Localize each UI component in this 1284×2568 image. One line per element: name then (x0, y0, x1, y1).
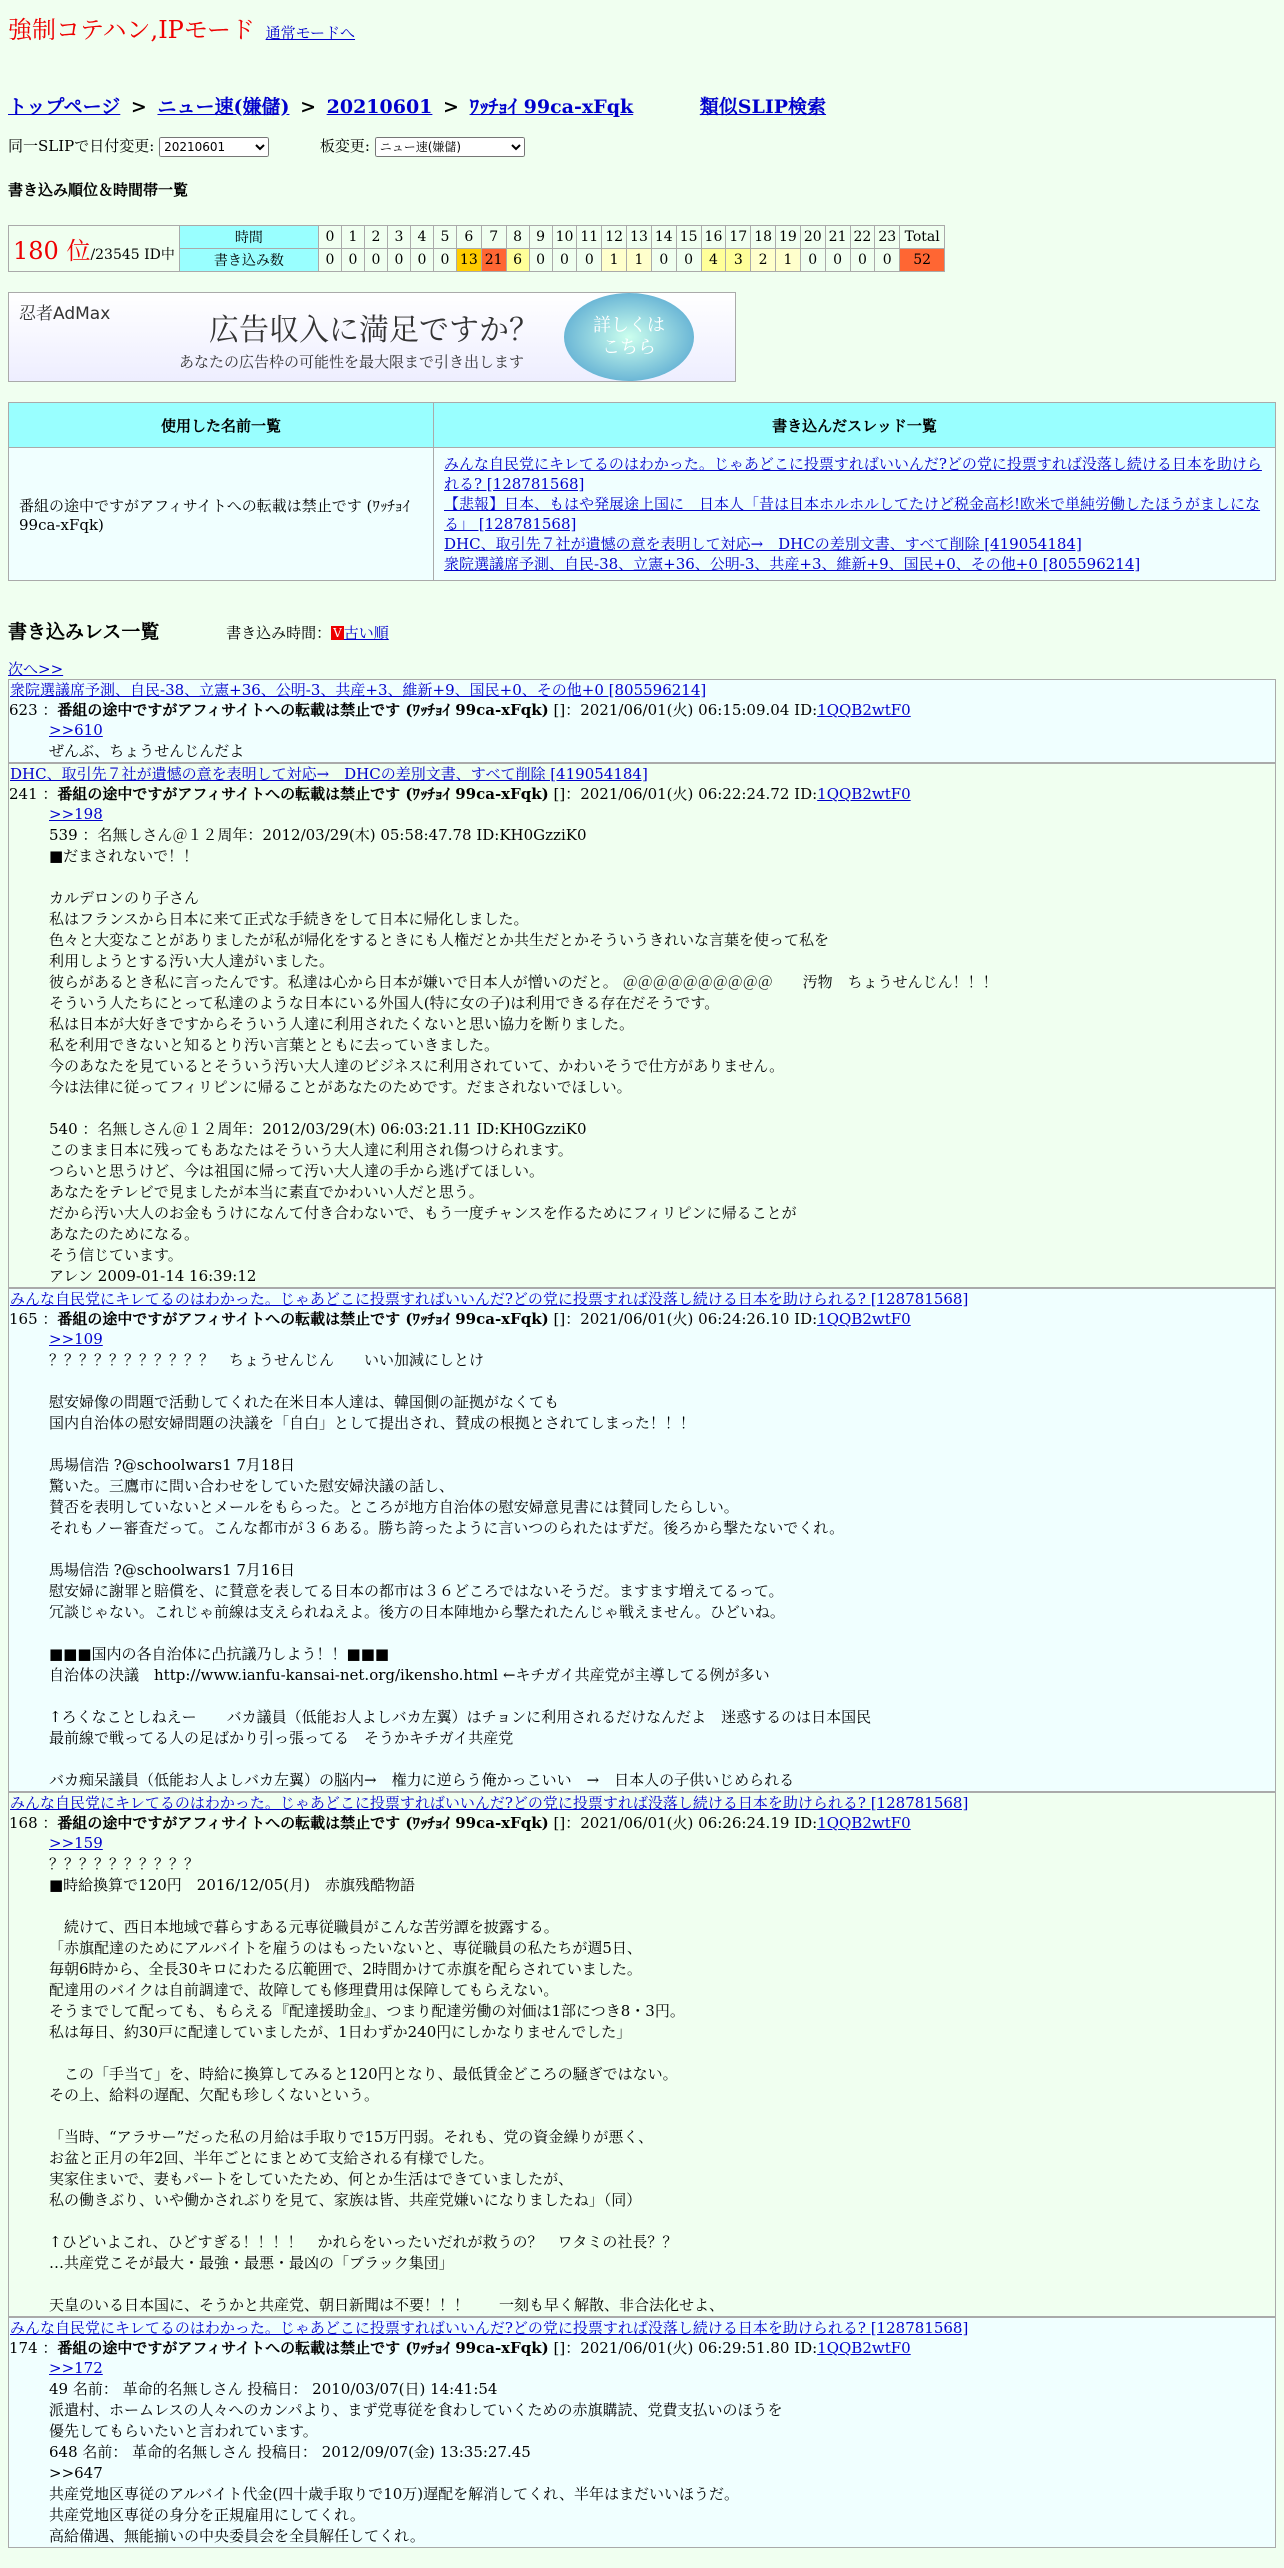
post (8, 763, 1276, 1288)
similar-slip-link[interactable]: 類似SLIP検索 (699, 96, 827, 118)
poster-name: 番組の途中ですがアフィサイトへの転載は禁止です (ﾜｯﾁｮｲ 99ca-xFqk) (57, 2339, 549, 2357)
poster-id-link[interactable]: 1QQB2wtF0 (817, 1814, 911, 1832)
ad-details-button[interactable]: 詳しくは こちら (564, 293, 694, 381)
hour-cell: 8 (506, 226, 529, 249)
ad-subtitle: あなたの広告枠の可能性を最大限まで引き出します (179, 353, 525, 371)
sort-oldest-link[interactable]: 古い順 (343, 624, 389, 642)
hour-cell: 4 (410, 226, 433, 249)
responses-title: 書き込みレス一覧 書き込み時間： V 古い順 (8, 621, 389, 643)
rank-total: /23545 ID中 (90, 247, 175, 263)
ad-title: 広告収入に満足ですか？ (209, 313, 539, 348)
count-cell: 0 (433, 249, 456, 272)
date-select[interactable] (159, 137, 269, 157)
poster-id-link[interactable]: 1QQB2wtF0 (817, 2339, 911, 2357)
reply-anchor[interactable]: >>610 (49, 721, 103, 739)
post-thread-link[interactable]: 衆院選議席予測、自民-38、立憲+36、公明-3、共産+3、維新+9、国民+0、その他+0 [805596214] (10, 681, 707, 699)
hour-cell: 14 (651, 226, 676, 249)
hour-cell: 12 (602, 226, 627, 249)
rank-value: 180 位 (13, 237, 91, 265)
thread-link[interactable]: 【悲報】日本、もはや発展途上国に 日本人「昔は日本ホルホルしてたけど税金高杉!欧米で単純労働したほうがましになる」 [128781568] (444, 495, 1261, 533)
poster-id-link[interactable]: 1QQB2wtF0 (817, 701, 911, 719)
ad-banner[interactable] (8, 292, 736, 382)
hour-cell: 1 (341, 226, 364, 249)
names-header: 使用した名前一覧 (9, 403, 434, 448)
count-cell: 0 (577, 249, 602, 272)
hour-cell: 7 (481, 226, 506, 249)
count-cell: 21 (481, 249, 506, 272)
post-thread-link[interactable]: みんな自民党にキレてるのはわかった。じゃあどこに投票すればいいんだ?どの党に投票すれば没落し続ける日本を助けられる? [128781568] (10, 2319, 969, 2337)
count-cell: 0 (875, 249, 900, 272)
board-select[interactable] (375, 137, 525, 157)
hours-label: 時間 (179, 226, 318, 249)
poster-name: 番組の途中ですがアフィサイトへの転載は禁止です (ﾜｯﾁｮｲ 99ca-xFqk) (57, 701, 549, 719)
ad-logo: 忍者AdMax (19, 304, 111, 324)
names-threads-table (8, 402, 1276, 581)
count-cell: 0 (529, 249, 552, 272)
normal-mode-link[interactable]: 通常モードへ (265, 24, 356, 42)
rank-cell (9, 226, 180, 272)
breadcrumb: トップページ > ニュー速(嫌儲) > 20210601 > ﾜｯﾁｮｲ 99ca-xFqk 類似SLIP検索 (8, 96, 827, 118)
hour-cell: 17 (726, 226, 751, 249)
hour-cell: 22 (850, 226, 875, 249)
thread-link[interactable]: 衆院選議席予測、自民-38、立憲+36、公明-3、共産+3、維新+9、国民+0、その他+0 [805596214] (444, 555, 1141, 573)
reply-anchor[interactable]: >>109 (49, 1330, 103, 1348)
hour-cell: 2 (364, 226, 387, 249)
count-cell: 0 (410, 249, 433, 272)
post-header: 168 ：番組の途中ですがアフィサイトへの転載は禁止です (ﾜｯﾁｮｲ 99ca-xFqk) []：2021/06/01(火) 06:26:24.19 ID:1QQB2wtF0 (9, 1814, 911, 1832)
count-total: 52 (900, 249, 945, 272)
rank-title: 書き込み順位＆時間帯一覧 (8, 181, 189, 199)
poster-name: 番組の途中ですがアフィサイトへの転載は禁止です (ﾜｯﾁｮｲ 99ca-xFqk) (57, 1814, 549, 1832)
post-header: 165 ：番組の途中ですがアフィサイトへの転載は禁止です (ﾜｯﾁｮｲ 99ca-xFqk) []：2021/06/01(火) 06:24:26.10 ID:1QQB2wtF0 (9, 1310, 911, 1328)
poster-name: 番組の途中ですがアフィサイトへの転載は禁止です (ﾜｯﾁｮｲ 99ca-xFqk) (57, 785, 549, 803)
rank-table (8, 225, 945, 272)
breadcrumb-date[interactable]: 20210601 (326, 96, 433, 118)
hour-cell: 18 (751, 226, 776, 249)
hour-cell: 5 (433, 226, 456, 249)
post-thread-link[interactable]: みんな自民党にキレてるのはわかった。じゃあどこに投票すればいいんだ?どの党に投票すれば没落し続ける日本を助けられる? [128781568] (10, 1290, 969, 1308)
post-body: >>610 ぜんぶ、ちょうせんじんだよ (9, 720, 1275, 762)
select-row (8, 135, 1276, 157)
hour-cell: 20 (800, 226, 825, 249)
post-header: 241 ：番組の途中ですがアフィサイトへの転載は禁止です (ﾜｯﾁｮｲ 99ca-xFqk) []：2021/06/01(火) 06:22:24.72 ID:1QQB2wtF0 (9, 785, 911, 803)
hour-cell: 10 (552, 226, 577, 249)
post-header: 623 ：番組の途中ですがアフィサイトへの転載は禁止です (ﾜｯﾁｮｲ 99ca-xFqk) []：2021/06/01(火) 06:15:09.04 ID:1QQB2wtF0 (9, 701, 911, 719)
hour-cell: 15 (676, 226, 701, 249)
count-cell: 0 (318, 249, 341, 272)
count-cell: 3 (726, 249, 751, 272)
count-cell: 0 (651, 249, 676, 272)
hour-cell: 16 (701, 226, 726, 249)
post (8, 1792, 1276, 2317)
sort-control (226, 624, 389, 642)
count-cell: 6 (506, 249, 529, 272)
post-header: 174 ：番組の途中ですがアフィサイトへの転載は禁止です (ﾜｯﾁｮｲ 99ca-xFqk) []：2021/06/01(火) 06:29:51.80 ID:1QQB2wtF0 (9, 2339, 911, 2357)
count-cell: 0 (341, 249, 364, 272)
post (8, 2317, 1276, 2548)
sort-label: 書き込み時間： (226, 624, 332, 642)
poster-id-link[interactable]: 1QQB2wtF0 (817, 1310, 911, 1328)
hour-cell: 13 (627, 226, 652, 249)
reply-anchor[interactable]: >>198 (49, 805, 103, 823)
post-body: >>172 49 名前： 革命的名無しさん 投稿日： 2010/03/07(日) 14:41:54 派遣村、ホームレスの人々へのカンパより、まず党専従を食わしていくための赤旗購読、党費支払いのほうを 優先してもらいたいと言われています。 648 名前： 革命的名無しさん 投稿日： 2012/09/07(金) 13:35:27.45 >>647 共産党地区専従のアルバイト代金(四十歳手取りで10万)遅配を解消してくれ、半年はまだいいほうだ。 共産党地区専従の身分を正規雇用にしてくれ。 高給備遇、無能揃いの中央委員会を全員解任してくれ。 (9, 2358, 1275, 2547)
count-cell: 0 (387, 249, 410, 272)
hour-total-label: Total (900, 226, 945, 249)
hour-cell: 19 (776, 226, 801, 249)
hour-cell: 9 (529, 226, 552, 249)
count-cell: 0 (825, 249, 850, 272)
hour-cell: 11 (577, 226, 602, 249)
mode-label: 強制コテハン,IPモード (8, 16, 255, 44)
count-cell: 4 (701, 249, 726, 272)
count-cell: 1 (602, 249, 627, 272)
board-change-label: 板変更: (319, 137, 370, 155)
post-body: >>159 ？？？？？？？？？？ ■時給換算で120円 2016/12/05(月) 赤旗残酷物語 続けて、西日本地域で暮らすある元専従職員がこんな苦労譚を披露する。 「赤旗配達のためにアルバイトを雇うのはもったいないと、専従職員の私たちが週5日、 毎朝6時から、全長30キロにわたる広範囲で、2時間かけて赤旗を配らされていました。 配達用のバイクは自前調達で、故障しても修理費用は保障してもらえない。 そうまでして配っても、もらえる『配達援助金』、つまり配達労働の対価は1部につき8・3円。 私は毎日、約30戸に配達していましたが、1日わずか240円にしかなりませんでした」 この「手当て」を、時給に換算してみると120円となり、最低賃金どころの騒ぎではない。 その上、給料の遅配、欠配も珍しくないという。 「当時、“アラサー”だった私の月給は手取りで15万円弱。それも、党の資金繰りが悪く、 お盆と正月の年2回、半年ごとにまとめて支給される有様でした。 実家住まいで、妻もパートをしていたため、何とか生活はできていましたが、 私の働きぶり、いや働かされぶりを見て、家族は皆、共産党嫌いになりましたね」（同） ↑ひどいよこれ、ひどすぎる！！！！ かれらをいったいだれが救うの？ ワタミの社長？？ …共産党こそが最大・最強・最悪・最凶の「ブラック集団」 天皇のいる日本国に、そうかと共産党、朝日新聞は不要！！！ 一刻も早く解散、非合法化せよ、 (9, 1833, 1275, 2316)
breadcrumb-board[interactable]: ニュー速(嫌儲) (157, 96, 290, 118)
sort-down-icon: V (333, 626, 342, 640)
hour-cell: 21 (825, 226, 850, 249)
count-cell: 1 (776, 249, 801, 272)
post (8, 1288, 1276, 1792)
hour-cell: 0 (318, 226, 341, 249)
reply-anchor[interactable]: >>159 (49, 1834, 103, 1852)
used-name: 番組の途中ですがアフィサイトへの転載は禁止です (ﾜｯﾁｮｲ 99ca-xFqk) (9, 448, 434, 581)
next-page-link[interactable]: 次へ>> (8, 660, 64, 678)
threads-header: 書き込んだスレッド一覧 (434, 403, 1276, 448)
post (8, 679, 1276, 763)
count-cell: 2 (751, 249, 776, 272)
count-cell: 0 (364, 249, 387, 272)
count-cell: 0 (676, 249, 701, 272)
post-body: >>198 539 ：名無しさん＠１２周年：2012/03/29(木) 05:58:47.78 ID:KH0GzziK0 ■だまされないで！！ カルデロンのり子さん 私はフランスから日本に来て正式な手続きをして日本に帰化しました。 色々と大変なことがありましたが私が帰化をするときにも人権だとか共生だとかそういうきれいな言葉を使って私を 利用しようとする汚い大人達がいました。 彼らがあるとき私に言ったんです。私達は心から日本が嫌いで日本人が憎いのだと。 ＠＠＠＠＠＠＠＠＠＠ 汚物 ちょうせんじん！！！ そういう人たちにとって私達のような日本にいる外国人(特に女の子)は利用できる存在だそうです。 私は日本が大好きですからそういう人達に利用されたくないと思い協力を断りました。 私を利用できないと知るとり汚い言葉とともに去っていきました。 今のあなたを見ているとそういう汚い大人達のビジネスに利用されていて、かわいそうで仕方がありません。 今は法律に従ってフィリピンに帰ることがあなたのためです。だまされないでほしい。 540 ：名無しさん＠１２周年：2012/03/29(木) 06:03:21.11 ID:KH0GzziK0 このまま日本に残ってもあなたはそういう大人達に利用され傷つけられます。 つらいと思うけど、今は祖国に帰って汚い大人達の手から逃げてほしい。 あなたをテレビで見ましたが本当に素直でかわいい人だと思う。 だから汚い大人のお金もうけになんて付き合わないで、もう一度チャンスを作るためにフィリピンに帰ることが あなたのためになる。 そう信じています。 アレン 2009-01-14 16:39:12 (9, 804, 1275, 1287)
count-cell: 0 (800, 249, 825, 272)
breadcrumb-top[interactable]: トップページ (8, 96, 121, 118)
count-cell: 0 (552, 249, 577, 272)
thread-link[interactable]: みんな自民党にキレてるのはわかった。じゃあどこに投票すればいいんだ?どの党に投票すれば没落し続ける日本を助けられる? [128781568] (444, 455, 1262, 493)
poster-name: 番組の途中ですがアフィサイトへの転載は禁止です (ﾜｯﾁｮｲ 99ca-xFqk) (57, 1310, 549, 1328)
breadcrumb-id[interactable]: ﾜｯﾁｮｲ 99ca-xFqk (469, 96, 634, 118)
count-cell: 1 (627, 249, 652, 272)
thread-list (434, 448, 1276, 581)
reply-anchor[interactable]: >>172 (49, 2359, 103, 2377)
counts-label: 書き込み数 (179, 249, 318, 272)
post-thread-link[interactable]: DHC、取引先７社が遺憾の意を表明して対応→ DHCの差別文書、すべて削除 [419054184] (10, 765, 648, 783)
post-thread-link[interactable]: みんな自民党にキレてるのはわかった。じゃあどこに投票すればいいんだ?どの党に投票すれば没落し続ける日本を助けられる? [128781568] (10, 1794, 969, 1812)
hour-cell: 3 (387, 226, 410, 249)
mode-header (8, 0, 1276, 48)
poster-id-link[interactable]: 1QQB2wtF0 (817, 785, 911, 803)
date-change-label: 同一SLIPで日付変更: (8, 137, 155, 155)
post-body: >>109 ？？？？？？？？？？？ ちょうせんじん いい加減にしとけ 慰安婦像の問題で活動してくれた在米日本人達は、韓国側の証拠がなくても 国内自治体の慰安婦問題の決議を「自白」として提出され、賛成の根拠とされてしまった！！！ 馬場信浩 ?@schoolwars1 7月18日 驚いた。三鷹市に問い合わせをしていた慰安婦決議の話し、 賛否を表明していないとメールをもらった。ところが地方自治体の慰安婦意見書には賛同したらしい。 それもノー審査だって。こんな都市が３６ある。勝ち誇ったように言いつのられたはずだ。後ろから撃たないでくれ。 馬場信浩 ?@schoolwars1 7月16日 慰安婦に謝罪と賠償を、に賛意を表してる日本の都市は３６どころではないそうだ。ますます増えてるって。 冗談じゃない。これじゃ前線は支えられねえよ。後方の日本陣地から撃たれたんじゃ戦えません。ひどいね。 ■■■国内の各自治体に凸抗議乃しよう！！■■■ 自治体の決議 http://www.ianfu-kansai-net.org/ikensho.html ←キチガイ共産党が主導してる例が多い ↑ろくなことしねえー バカ議員（低能お人よしバカ左翼）はチョンに利用されるだけなんだよ 迷惑するのは日本国民 最前線で戦ってる人の足ばかり引っ張ってる そうかキチガイ共産党 バカ痴呆議員（低能お人よしバカ左翼）の脳内→ 権力に逆らう俺かっこいい → 日本人の子供いじめられる (9, 1329, 1275, 1791)
hour-cell: 6 (456, 226, 481, 249)
thread-link[interactable]: DHC、取引先７社が遺憾の意を表明して対応→ DHCの差別文書、すべて削除 [419054184] (444, 535, 1082, 553)
hour-cell: 23 (875, 226, 900, 249)
count-cell: 13 (456, 249, 481, 272)
count-cell: 0 (850, 249, 875, 272)
